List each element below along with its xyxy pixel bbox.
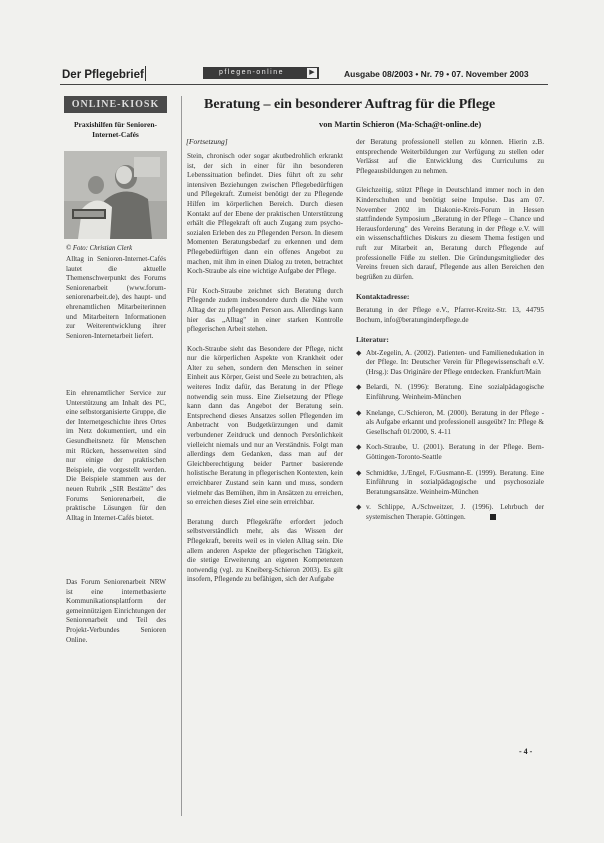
literature-item [356, 503, 544, 522]
page-number: - 4 - [519, 747, 533, 756]
photo-caption: © Foto: Christian Clerk [66, 245, 133, 252]
article-kicker: [Fortsetzung] [186, 137, 228, 146]
header-separator [145, 66, 146, 81]
sidebar-paragraph: Alltag in Senioren-Internet-Cafés lautet die aktuelle Themenschwerpunkt des Forums Seniorenarbeit (www.forum-seniorenarbeit.de), des haupt- und ehrenamtlichen Mitarbeiterinnen und Mitarbeitern Informationen zur Weiterentwicklung ihrer Senioren-Internetarbeit liefert. [66, 255, 166, 340]
section-label: pflegen-online [219, 69, 284, 76]
article-byline: von Martin Schieron (Ma-Scha@t-online.de) [319, 119, 482, 129]
literature-item [356, 443, 544, 462]
article-paragraph: Stein, chronisch oder sogar akutbedrohlich erkrankt ist, der sich in einer für ihn besonderen Lebenssituation befindet. Dies führt oft zu sehr intensiven Beziehungen zwischen Pflegebedürftigen und Pflegekraft. Zumeist benötigt der zu Pflegende Hilfen im körperlichen Bereich. Durch diesen Kontakt auf der Ebene der praktischen Unterstützung erhält die Pflegekraft oft auch Zugang zum psycho-sozialen Erleben des zu Pflegenden Person. In diesem Momenten Beratungsbedarf zu erkennen und dem Pflegebedürftigen dann ein offenes Angebot zu machen, mit ihm in einen Dialog zu treten, betrachtet Koch-Straube als eine wichtige Aufgabe der Pflege. [187, 152, 343, 276]
bullet-icon: ◆ [356, 383, 362, 392]
issue-line: Ausgabe 08/2003 • Nr. 79 • 07. November 2003 [344, 69, 529, 79]
sidebar-paragraph: Das Forum Seniorenarbeit NRW ist eine internetbasierte Kommunikationsplattform der gemeinnützigen Einrichtungen der Seniorenarbeit und Teil des Projekt-Verbundes Senioren Online. [66, 578, 166, 644]
header-rule [60, 84, 548, 85]
literature-text: Knelange, C./Schieron, M. (2000). Beratung in der Pflege - als Aufgabe erkannt und professionell ausgeübt? In: Pflege & Gesellschaft 01/2000, S. 4-11 [366, 408, 544, 436]
literature-heading: Literatur: [356, 335, 389, 345]
literature-text: Schmidtke, J./Engel, F./Gusmann-E. (1999). Beratung. Eine Einführung in sozialpädagogische und psychosoziale Beratungsansätze. Weinheim-München [366, 468, 544, 496]
seniors-at-computer-image [64, 151, 167, 239]
sidebar-subtitle: Praxishilfen für Senioren-Internet-Cafés [73, 120, 158, 139]
article-paragraph: Koch-Straube sieht das Besondere der Pflege, nicht nur die körperlichen Aspekte von Krankheit oder Alter zu sehen, sondern den Menschen in seiner Einheit aus Körper, Geist und Seele zu betrachten, als weiteres Indiz dafür, das Beratung in der Pflege notwendig sein muss. Eine Zielsetzung der Pflege kann dann das Angebot der Beratung sein. Entsprechend dieses Ansatzes sollen Pflegenden im Anbetracht von Budgetkürzungen und damit verbundener Zeitdruck und dennoch Persönlichkeit vielleicht niemals und nur an Verständnis. Folgt man allerdings dem Gedanken, dass man auf der Gleichberechtigung beider Partner basierende holistische Beratung in pflegerischen Kontexten, kein erreichbarer Zustand sein kann und muss, sondern vielmehr das Bemühen, ihm in Ansätzen zu erreichen, so erreichen dieses Ziel eine sein erreichbar. [187, 344, 343, 507]
literature-item [356, 469, 544, 498]
literature-item [356, 409, 544, 438]
article-paragraph: Gleichzeitig, stützt Pflege in Deutschland immer noch in den Kinderschuhen und benötigt seine Impulse. Das am 07. November 2002 im Diakonie-Kreis-Forum in Hessen stattfindende Symposium „Beratung in der Pflege – Chance und Herausforderung" des Vereins Beratung in der Pflege e.V. will ein wissenschaftliches Diskurs zu diesem Thema festigen und ruft zur Mitarbeit an, Beratung durch Pflegende auf professionelle Füße zu stellen. Die Gründungsmitglieder des Vereins freuen sich darauf, Pflegende aus allen Bereichen den begrüßen zu dürfen. [356, 186, 544, 281]
sidebar-photo [64, 151, 167, 239]
literature-item [356, 383, 544, 402]
arrow-right-icon: ▶ [307, 68, 317, 78]
article-paragraph: Beratung durch Pflegekräfte erfordert jedoch selbstverständlich mehr, als das Wissen der Pflegekraft, bereits weil es in vielen Alltag sein. Die allem anderen Aspekte der pflegerischen Tätigkeit, die stetige Erweiterung an eigenen Kompetenzen notwendig (vgl. zu Kneiberg-Schieron 2003). Es gilt insofern, Pflegende zu befähigen, sich der Aufgabe [187, 517, 343, 584]
section-pill [203, 67, 319, 79]
bullet-icon: ◆ [356, 503, 362, 512]
bullet-icon: ◆ [356, 348, 362, 357]
bullet-icon: ◆ [356, 468, 362, 477]
sidebar-badge: ONLINE-KIOSK [64, 96, 167, 113]
article-paragraph: der Beratung professionell stellen zu können. Hierin z.B. entsprechende Weiterbildungen zur Verfügung zu stellen oder Verlässt auf die Entwicklung des Curriculums zu Pflegeausbildungen zu nehmen. [356, 138, 544, 175]
literature-text: v. Schlippe, A./Schweitzer, J. (1996). Lehrbuch der systemischen Therapie. Göttingen. [366, 503, 544, 521]
contact-address: Beratung in der Pflege e.V., Pfarrer-Kreitz-Str. 13, 44795 Bochum, info@beratunginderpflege.de [356, 305, 544, 324]
literature-text: Abt-Zegelin, A. (2002). Patienten- und Familienedukation in der Pflege. In: Deutscher Verein für Pflegewissenschaft e.V. (Hrsg.): Das Originäre der Pflege entdecken. Frankfurt/Main [366, 348, 544, 376]
literature-item [356, 349, 544, 378]
end-mark-icon [490, 514, 496, 520]
literature-text: Belardi, N. (1996): Beratung. Eine sozialpädagogische Einführung. Weinheim-München [366, 383, 544, 402]
bullet-icon: ◆ [356, 408, 362, 417]
newsletter-title: Der Pflegebrief [62, 69, 144, 81]
article-title: Beratung – ein besonderer Auftrag für die Pflege [204, 97, 496, 112]
bullet-icon: ◆ [356, 443, 362, 452]
contact-heading: Kontaktadresse: [356, 292, 410, 302]
article-column-2 [356, 138, 544, 529]
literature-text: Koch-Straube, U. (2001). Beratung in der Pflege. Bern-Göttingen-Toronto-Seattle [366, 443, 544, 462]
article-paragraph: Für Koch-Straube zeichnet sich Beratung durch Pflegende zudem insbesondere durch die Nähe vom Alltag der zu pflegenden Person aus. Allerdings kann hier das „Alltag" in einer starken Kontrolle pflegerischen Arbeit stehen. [187, 286, 343, 334]
sidebar-paragraph: Ein ehrenamtlicher Service zur Unterstützung am Inhalt des PC, eine selbstorganisierte Gruppe, die der Internetgeschichte ihres Ortes im Netz dokumentiert, und ein Gesundheitsnetz für Menschen mit Rücken, hessenweiten sind nur einige der praktischen Beispiele, die vorgestellt werden. Die Beispiele stammen aus der neuen Rubrik „SIR Bestätte" des Forums Seniorenarbeit, die praktische Lösungen für den Alltag in Internet-Cafés bietet. [66, 389, 166, 522]
article-column-1 [187, 152, 343, 595]
column-divider [181, 96, 182, 816]
